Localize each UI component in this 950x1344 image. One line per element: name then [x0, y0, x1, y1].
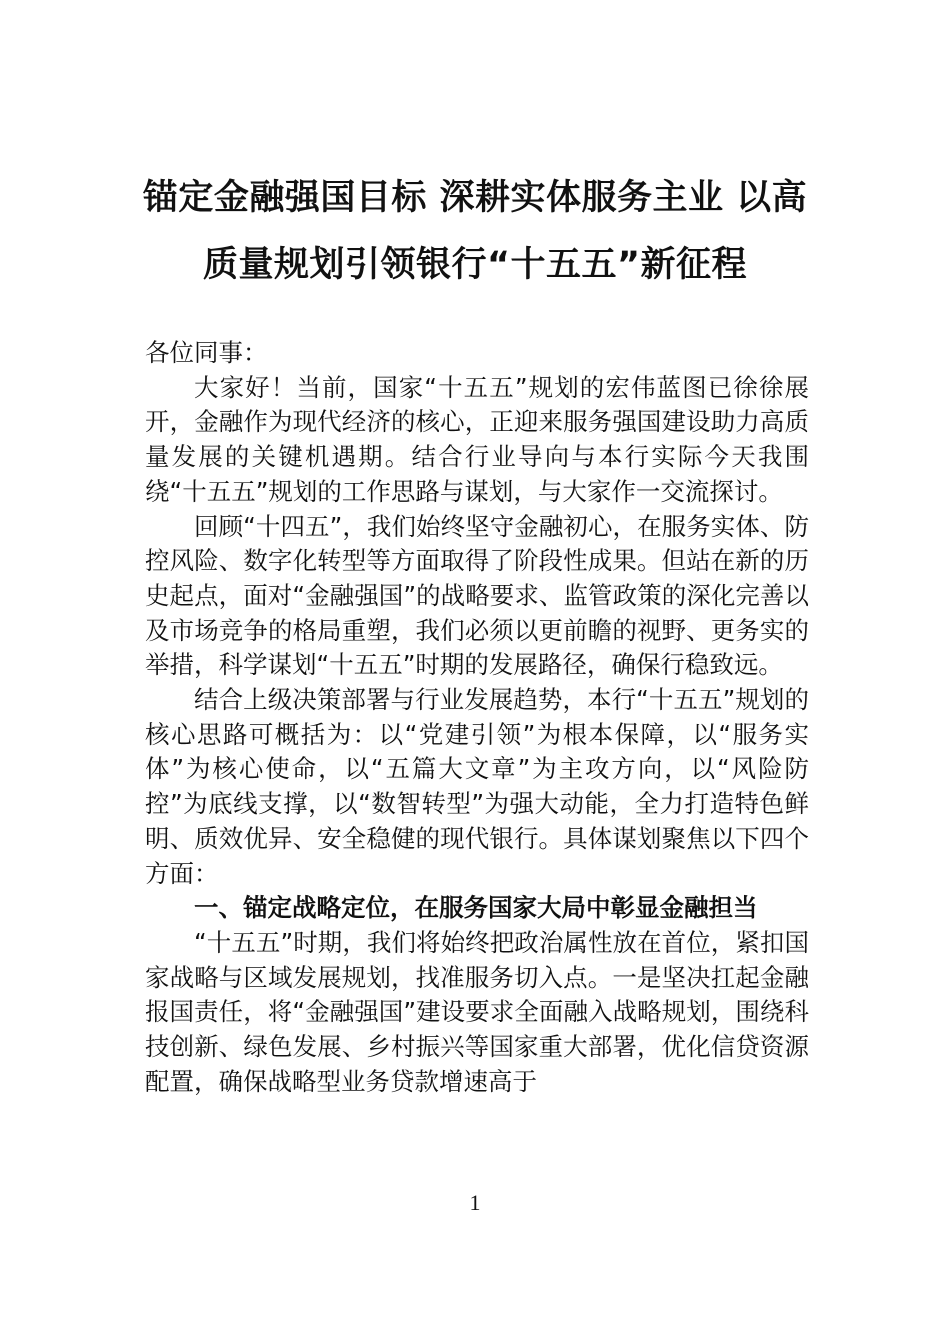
paragraph: “十五五”时期，我们将始终把政治属性放在首位，紧扣国家战略与区域发展规划，找准服务切入点。一是坚决扛起金融报国责任，将“金融强国”建设要求全面融入战略规划，围绕科技创新、绿色发展、乡村振兴等国家重大部署，优化信贷资源配置，确保战略型业务贷款增速高于	[145, 927, 809, 1096]
paragraph: 回顾“十四五”，我们始终坚守金融初心，在服务实体、防控风险、数字化转型等方面取得了阶段性成果。但站在新的历史起点，面对“金融强国”的战略要求、监管政策的深化完善以及市场竞争的格局重塑，我们必须以更前瞻的视野、更务实的举措，科学谋划“十五五”时期的发展路径，确保行稳致远。	[145, 511, 809, 680]
document-body	[145, 336, 809, 1099]
section-heading: 一、锚定战略定位，在服务国家大局中彰显金融担当	[194, 893, 758, 923]
document-title-line-2: 质量规划引领银行“十五五”新征程	[202, 245, 747, 285]
paragraph: 大家好！当前，国家“十五五”规划的宏伟蓝图已徐徐展开，金融作为现代经济的核心，正迎来服务强国建设助力高质量发展的关键机遇期。结合行业导向与本行实际今天我围绕“十五五”规划的工作思路与谋划，与大家作一交流探讨。	[145, 372, 809, 506]
salutation: 各位同事：	[145, 338, 268, 367]
page-number: 1	[469, 1190, 481, 1215]
document-title-line-1: 锚定金融强国目标 深耕实体服务主业 以高	[142, 178, 808, 218]
paragraph: 结合上级决策部署与行业发展趋势，本行“十五五”规划的核心思路可概括为：以“党建引领”为根本保障，以“服务实体”为核心使命，以“五篇大文章”为主攻方向，以“风险防控”为底线支撑，以“数智转型”为强大动能，全力打造特色鲜明、质效优异、安全稳健的现代银行。具体谋划聚焦以下四个方面：	[145, 685, 809, 888]
